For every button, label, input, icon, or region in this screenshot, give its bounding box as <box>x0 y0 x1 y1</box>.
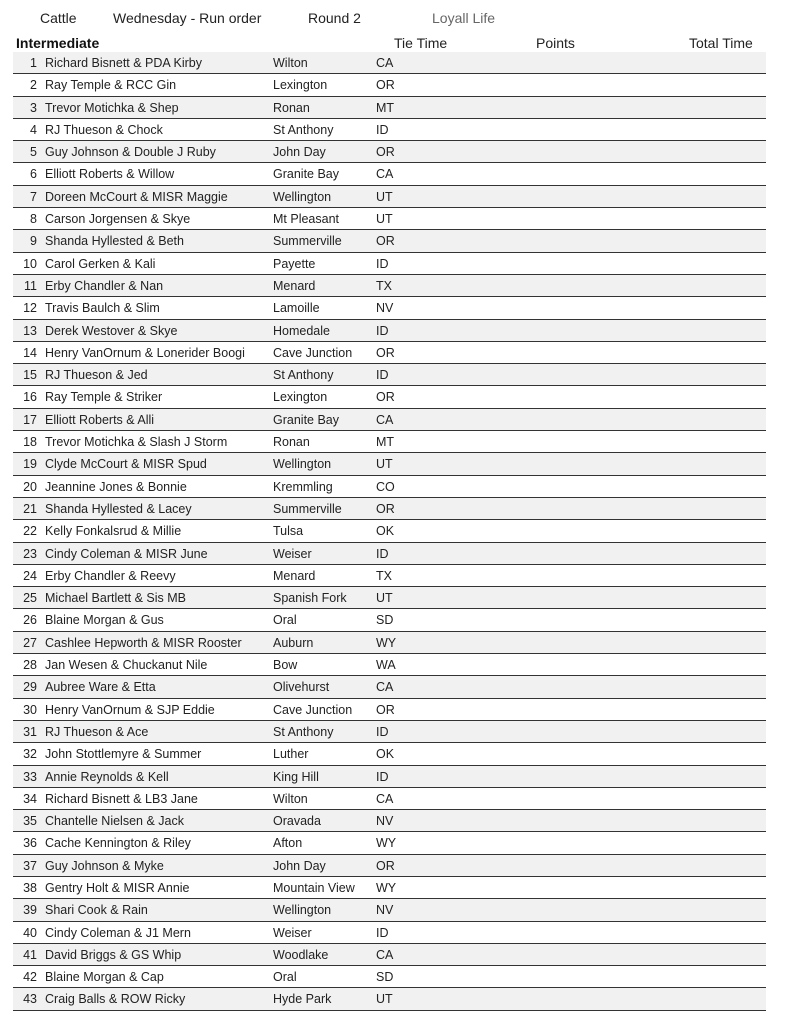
event-name: Cattle <box>40 10 77 26</box>
contestant-name: Erby Chandler & Nan <box>45 278 164 293</box>
contestant-name: RJ Thueson & Ace <box>45 724 149 739</box>
table-row <box>13 565 766 587</box>
hometown: Ronan <box>273 435 310 450</box>
sponsor-label: Loyall Life <box>432 10 496 26</box>
table-row <box>13 364 766 386</box>
table-row <box>13 476 766 498</box>
row-number: 26 <box>23 613 37 628</box>
row-number: 5 <box>30 145 37 160</box>
table-row <box>13 275 766 297</box>
state: OR <box>376 345 395 360</box>
row-number: 15 <box>23 368 37 383</box>
hometown: Mt Pleasant <box>273 212 340 227</box>
hometown: Woodlake <box>273 947 329 962</box>
table-row <box>13 186 766 208</box>
contestant-name: Clyde McCourt & MISR Spud <box>45 457 207 472</box>
contestant-name: Henry VanOrnum & SJP Eddie <box>45 702 215 717</box>
row-number: 4 <box>30 122 37 137</box>
state: ID <box>376 925 389 940</box>
contestant-name: David Briggs & GS Whip <box>45 947 182 962</box>
state: CA <box>376 167 394 182</box>
hometown: Menard <box>273 278 316 293</box>
table-row <box>13 877 766 899</box>
contestant-name: Trevor Motichka & Slash J Storm <box>45 435 228 450</box>
table-row <box>13 320 766 342</box>
contestant-name: Henry VanOrnum & Lonerider Boogi <box>45 345 245 360</box>
table-row <box>13 721 766 743</box>
hometown: Oral <box>273 613 297 628</box>
hometown: Payette <box>273 256 316 271</box>
table-row <box>13 788 766 810</box>
row-number: 38 <box>23 880 37 895</box>
state: NV <box>376 814 394 829</box>
row-number: 2 <box>30 78 37 93</box>
contestant-name: Richard Bisnett & PDA Kirby <box>45 56 203 70</box>
contestant-name: Travis Baulch & Slim <box>45 301 160 316</box>
contestant-name: Cashlee Hepworth & MISR Rooster <box>45 635 242 650</box>
run-order-table <box>13 52 766 1011</box>
state: CA <box>376 791 394 806</box>
state: ID <box>376 546 389 561</box>
table-row <box>13 810 766 832</box>
hometown: Weiser <box>273 546 312 561</box>
contestant-name: Chantelle Nielsen & Jack <box>45 814 184 829</box>
hometown: Spanish Fork <box>273 591 347 606</box>
contestant-name: Gentry Holt & MISR Annie <box>45 880 190 895</box>
table-row <box>13 543 766 565</box>
table-row <box>13 988 766 1010</box>
table-row <box>13 431 766 453</box>
table-row <box>13 832 766 854</box>
table-row <box>13 922 766 944</box>
row-number: 34 <box>23 791 37 806</box>
hometown: Summerville <box>273 234 342 249</box>
hometown: John Day <box>273 145 326 160</box>
state: UT <box>376 212 393 227</box>
state: OK <box>376 747 395 762</box>
row-number: 42 <box>23 970 37 985</box>
hometown: John Day <box>273 858 326 873</box>
contestant-name: Shanda Hyllested & Beth <box>45 234 184 249</box>
row-number: 17 <box>23 412 37 427</box>
hometown: St Anthony <box>273 724 334 739</box>
row-number: 37 <box>23 858 37 873</box>
hometown: Lexington <box>273 390 328 405</box>
contestant-name: Jan Wesen & Chuckanut Nile <box>45 658 208 673</box>
state: ID <box>376 769 389 784</box>
hometown: Weiser <box>273 925 312 940</box>
contestant-name: Elliott Roberts & Alli <box>45 412 155 427</box>
contestant-name: Erby Chandler & Reevy <box>45 568 176 583</box>
state: UT <box>376 591 393 606</box>
table-row <box>13 609 766 631</box>
contestant-name: Trevor Motichka & Shep <box>45 100 179 115</box>
hometown: Kremmling <box>273 479 333 494</box>
hometown: Granite Bay <box>273 167 340 182</box>
row-number: 39 <box>23 903 37 918</box>
row-number: 25 <box>23 591 37 606</box>
row-number: 7 <box>30 189 37 204</box>
table-row <box>13 208 766 230</box>
row-number: 11 <box>24 278 37 293</box>
hometown: Menard <box>273 568 316 583</box>
row-number: 41 <box>23 947 37 962</box>
contestant-name: Ray Temple & RCC Gin <box>45 78 177 93</box>
contestant-name: Blaine Morgan & Cap <box>45 970 164 985</box>
contestant-name: RJ Thueson & Jed <box>45 368 148 383</box>
row-number: 3 <box>30 100 37 115</box>
state: TX <box>376 278 392 293</box>
row-number: 18 <box>23 435 37 450</box>
row-number: 33 <box>23 769 37 784</box>
hometown: Granite Bay <box>273 412 340 427</box>
column-header-points: Points <box>536 35 575 51</box>
table-row <box>13 743 766 765</box>
hometown: Wellington <box>273 903 332 918</box>
table-row <box>13 587 766 609</box>
hometown: Summerville <box>273 501 342 516</box>
state: OR <box>376 145 395 160</box>
state: MT <box>376 435 395 450</box>
row-number: 43 <box>23 992 37 1007</box>
state: MT <box>376 100 395 115</box>
contestant-name: RJ Thueson & Chock <box>45 122 163 137</box>
table-row <box>13 409 766 431</box>
contestant-name: Michael Bartlett & Sis MB <box>45 591 187 606</box>
contestant-name: Cindy Coleman & MISR June <box>45 546 208 561</box>
table-row <box>13 141 766 163</box>
row-number: 36 <box>23 836 37 851</box>
row-number: 24 <box>23 568 37 583</box>
hometown: Afton <box>273 836 303 851</box>
state: ID <box>376 122 389 137</box>
state: OR <box>376 234 395 249</box>
row-number: 8 <box>30 212 37 227</box>
hometown: Lamoille <box>273 301 320 316</box>
table-row <box>13 386 766 408</box>
contestant-name: Cindy Coleman & J1 Mern <box>45 925 191 940</box>
contestant-name: Doreen McCourt & MISR Maggie <box>45 189 228 204</box>
hometown: King Hill <box>273 769 319 784</box>
row-number: 21 <box>23 501 37 516</box>
state: CA <box>376 56 394 70</box>
table-row <box>13 855 766 877</box>
table-row <box>13 766 766 788</box>
contestant-name: Shanda Hyllested & Lacey <box>45 501 192 516</box>
hometown: Tulsa <box>273 524 304 539</box>
contestant-name: Aubree Ware & Etta <box>45 680 156 695</box>
table-row <box>13 453 766 475</box>
hometown: Auburn <box>273 635 314 650</box>
state: UT <box>376 189 393 204</box>
row-number: 22 <box>23 524 37 539</box>
hometown: Wellington <box>273 457 332 472</box>
hometown: Mountain View <box>273 880 355 895</box>
state: UT <box>376 992 393 1007</box>
hometown: St Anthony <box>273 368 334 383</box>
contestant-name: Guy Johnson & Myke <box>45 858 164 873</box>
state: OR <box>376 858 395 873</box>
contestant-name: Shari Cook & Rain <box>45 903 148 918</box>
contestant-name: Kelly Fonkalsrud & Millie <box>45 524 182 539</box>
row-number: 13 <box>23 323 37 338</box>
contestant-name: Annie Reynolds & Kell <box>45 769 169 784</box>
document-header <box>0 10 791 30</box>
contestant-name: Richard Bisnett & LB3 Jane <box>45 791 198 806</box>
state: SD <box>376 613 394 628</box>
hometown: St Anthony <box>273 122 334 137</box>
hometown: Homedale <box>273 323 330 338</box>
hometown: Wellington <box>273 189 332 204</box>
contestant-name: Craig Balls & ROW Ricky <box>45 992 186 1007</box>
contestant-name: Carol Gerken & Kali <box>45 256 156 271</box>
contestant-name: Blaine Morgan & Gus <box>45 613 164 628</box>
state: NV <box>376 301 394 316</box>
table-row <box>13 676 766 698</box>
row-number: 14 <box>23 345 37 360</box>
row-number: 20 <box>23 479 37 494</box>
table-row <box>13 230 766 252</box>
state: TX <box>376 568 392 583</box>
day-run-order: Wednesday - Run order <box>113 10 262 26</box>
state: OR <box>376 702 395 717</box>
table-row <box>13 74 766 96</box>
state: ID <box>376 323 389 338</box>
row-number: 28 <box>23 658 37 673</box>
hometown: Cave Junction <box>273 702 353 717</box>
state: WY <box>376 836 397 851</box>
table-row <box>13 163 766 185</box>
hometown: Oravada <box>273 814 321 829</box>
state: SD <box>376 970 394 985</box>
row-number: 40 <box>23 925 37 940</box>
row-number: 1 <box>30 56 37 70</box>
row-number: 23 <box>23 546 37 561</box>
contestant-name: Derek Westover & Skye <box>45 323 178 338</box>
hometown: Wilton <box>273 791 308 806</box>
round-label: Round 2 <box>308 10 361 26</box>
hometown: Lexington <box>273 78 328 93</box>
state: ID <box>376 724 389 739</box>
table-row <box>13 699 766 721</box>
state: UT <box>376 457 393 472</box>
contestant-name: Guy Johnson & Double J Ruby <box>45 145 216 160</box>
table-row <box>13 342 766 364</box>
row-number: 10 <box>23 256 37 271</box>
state: OR <box>376 78 395 93</box>
hometown: Olivehurst <box>273 680 330 695</box>
table-row <box>13 297 766 319</box>
table-row <box>13 654 766 676</box>
hometown: Wilton <box>273 56 308 70</box>
state: CA <box>376 412 394 427</box>
hometown: Bow <box>273 658 298 673</box>
hometown: Ronan <box>273 100 310 115</box>
state: ID <box>376 256 389 271</box>
row-number: 29 <box>23 680 37 695</box>
state: CA <box>376 947 394 962</box>
table-row <box>13 899 766 921</box>
contestant-name: Ray Temple & Striker <box>45 390 163 405</box>
hometown: Luther <box>273 747 309 762</box>
state: WA <box>376 658 396 673</box>
hometown: Cave Junction <box>273 345 353 360</box>
row-number: 16 <box>23 390 37 405</box>
row-number: 19 <box>23 457 37 472</box>
class-label: Intermediate <box>16 35 100 51</box>
row-number: 31 <box>23 724 37 739</box>
table-row <box>13 253 766 275</box>
state: WY <box>376 635 397 650</box>
state: OR <box>376 390 395 405</box>
state: WY <box>376 880 397 895</box>
state: NV <box>376 903 394 918</box>
hometown: Oral <box>273 970 297 985</box>
row-number: 35 <box>23 814 37 829</box>
state: OR <box>376 501 395 516</box>
table-row <box>13 498 766 520</box>
table-row <box>13 632 766 654</box>
row-number: 9 <box>30 234 37 249</box>
hometown: Hyde Park <box>273 992 332 1007</box>
state: CO <box>376 479 395 494</box>
row-number: 12 <box>23 301 37 316</box>
state: OK <box>376 524 395 539</box>
contestant-name: Cache Kennington & Riley <box>45 836 191 851</box>
table-row <box>13 966 766 988</box>
table-row <box>13 119 766 141</box>
contestant-name: Elliott Roberts & Willow <box>45 167 175 182</box>
contestant-name: Carson Jorgensen & Skye <box>45 212 191 227</box>
table-row <box>13 520 766 542</box>
row-number: 27 <box>23 635 37 650</box>
table-row <box>13 52 766 74</box>
contestant-name: Jeannine Jones & Bonnie <box>45 479 187 494</box>
row-number: 30 <box>23 702 37 717</box>
table-row <box>13 97 766 119</box>
column-header-total-time: Total Time <box>689 35 753 51</box>
state: CA <box>376 680 394 695</box>
row-number: 6 <box>30 167 37 182</box>
table-row <box>13 944 766 966</box>
column-header-tie-time: Tie Time <box>394 35 448 51</box>
contestant-name: John Stottlemyre & Summer <box>45 747 202 762</box>
state: ID <box>376 368 389 383</box>
row-number: 32 <box>23 747 37 762</box>
